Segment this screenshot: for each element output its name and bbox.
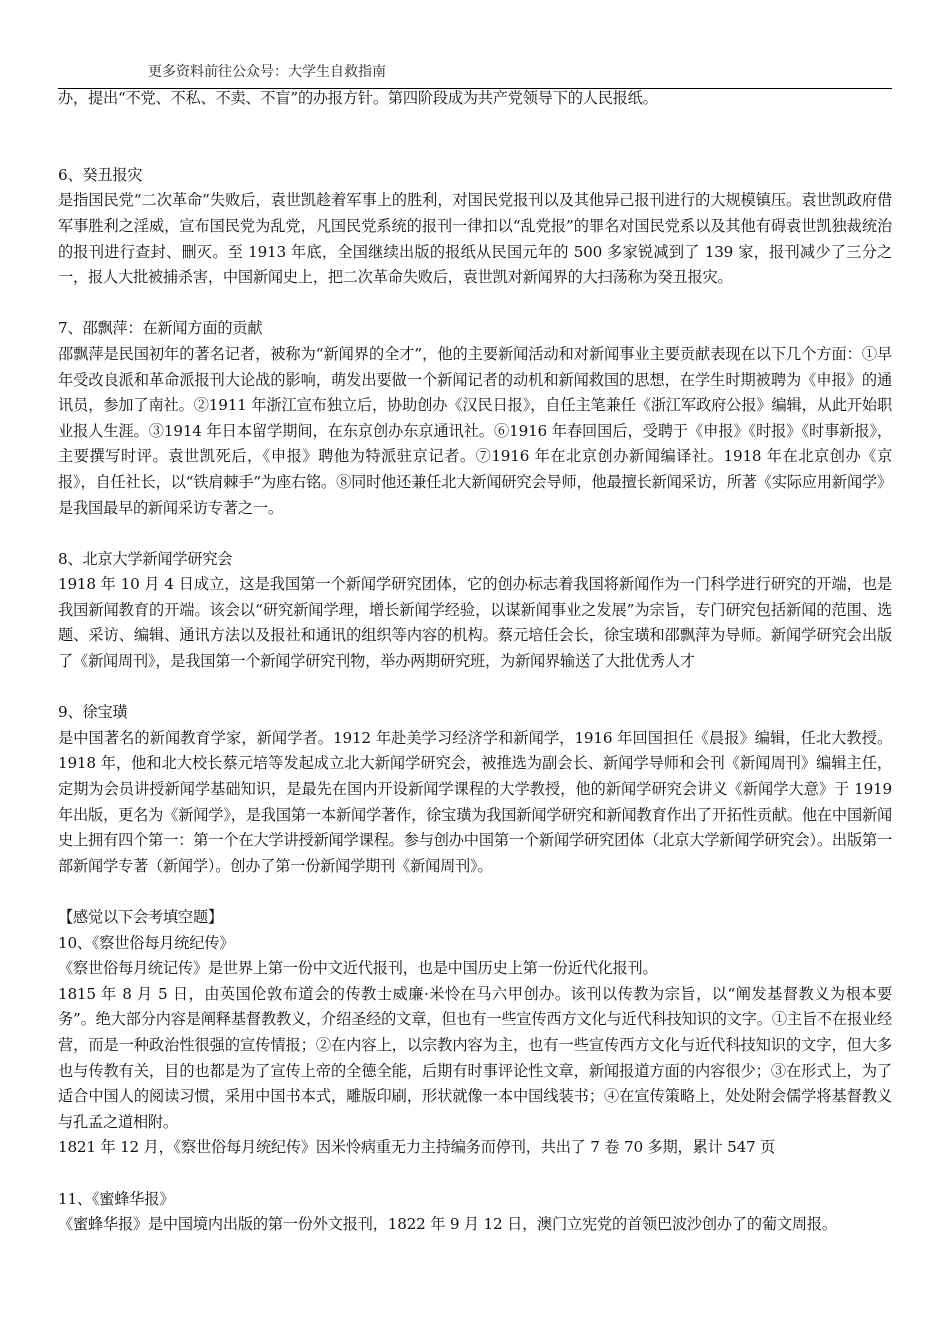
section-6-body: 是指国民党“二次革命”失败后，袁世凯趁着军事上的胜利，对国民党报刊以及其他异己报刊进行的大规模镇压。袁世凯政府借军事胜利之淫威，宣布国民党为乱党，凡国民党系统的报刊一律扣以“乱党报”的罪名对国民党系以及其他有碍袁世凯独裁统治的报刊进行查封、刪灭。至 1913 年底，全国继续出版的报纸从民国元年的 500 多家锐减到了 139 家，报刊减少了三分之一，报人大批被捕杀害，中国新闻史上，把二次革命失败后，袁世凯对新闻界的大扫荡称为癸丑报灾。: [58, 191, 892, 287]
section-10-line-3: 1821 年 12 月，《察世俗每月统纪传》因米怜病重无力主持编务而停刊，共出了 7 卷 70 多期，累计 547 页: [58, 1138, 776, 1157]
spacer: [58, 1161, 892, 1187]
spacer: [58, 291, 892, 317]
section-11-body: 《蜜蜂华报》是中国境内出版的第一份外文报刊，1822 年 9 月 12 日，澳门立宪党的首领巴波沙创办了的葡文周报。: [58, 1215, 837, 1234]
spacer: [58, 112, 892, 163]
section-7-body: 邵飘萍是民国初年的著名记者，被称为“新闻界的全才”，他的主要新闻活动和对新闻事业主要贡献表现在以下几个方面：①早年受改良派和革命派报刊大论战的影响，萌发出要做一个新闻记者的动机和新闻救国的思想，在学生时期被聘为《申报》的通讯员，参加了南社。②1911 年浙江宣布独立后，协助创办《汉民日报》，自任主笔兼任《浙江军政府公报》编辑，从此开始职业报人生涯。③1914 年日本留学期间，在东京创办东京通讯社。⑥1916 年春回国后，受聘于《申报》《时报》《时事新报》，主要撰写时评。袁世凯死后，《申报》聘他为特派驻京记者。⑦1916 年在北京创办新闻编译社。1918 年在北京创办《京报》，自任社长，以“铁肩棘手”为座右铭。⑧同时他还兼任北大新闻研究会导师，他最擅长新闻采访，所著《实际应用新闻学》是我国最早的新闻采访专著之一。: [58, 344, 892, 517]
section-9-title: 9、徐宝璜: [58, 703, 128, 722]
section-10-title: 10、《察世俗每月统纪传》: [58, 933, 235, 952]
section-9-body: 是中国著名的新闻教育学家，新闻学者。1912 年赴美学习经济学和新闻学，1916 年回国担任《晨报》编辑，任北大教授。1918 年，他和北大校长蔡元培等发起成立北大新闻学研究会，被推选为副会长、新闻学导师和会刊《新闻周刊》编辑主任，定期为会员讲授新闻学基础知识，是最先在国内开设新闻学课程的大学教授，他的新闻学研究会讲义《新闻学大意》于 1919 年出版，更名为《新闻学》，是我国第一本新闻学著作，徐宝璜为我国新闻学研究和新闻教育作出了开拓性贡献。他在中国新闻史上拥有四个第一：第一个在大学讲授新闻学课程。参与创办中国第一个新闻学研究团体（北京大学新闻学研究会）。出版第一部新闻学专著（新闻学）。创办了第一份新闻学期刊《新闻周刊》。: [58, 728, 892, 875]
section-8-title: 8、北京大学新闻学研究会: [58, 549, 233, 568]
section-10-line-1: 《察世俗每月统记传》是世界上第一份中文近代报刊，也是中国历史上第一份近代化报刊。: [58, 959, 658, 978]
section-7-title: 7、邵飘萍：在新闻方面的贡献: [58, 319, 263, 338]
intro-paragraph: 办，提出“不党、不私、不卖、不盲”的办报方针。第四阶段成为共产党领导下的人民报纸。: [58, 89, 658, 107]
spacer: [58, 675, 892, 701]
document-body: [58, 86, 892, 1238]
section-10-line-2: 1815 年 8 月 5 日，由英国伦敦布道会的传教士威廉·米怜在马六甲创办。该刊以传教为宗旨，以“阐发基督教义为根本要务”。绝大部分内容是阐释基督教教义，介绍圣经的文章，但也有一些宣传西方文化与近代科技知识的文字。①主旨不在报业经营，而是一种政治性很强的宣传情报；②在内容上，以宗教内容为主，也有一些宣传西方文化与近代科技知识的文字，但大多也与传教有关，目的也都是为了宣传上帝的全德全能，后期有时事评论性文章，新闻报道方面的内容很少；③在形式上，为了适合中国人的阅读习惯，采用中国书本式，雕版印刷，形状就像一本中国线装书；④在宣传策略上，处处附会儒学将基督教义与孔孟之道相附。: [58, 984, 892, 1131]
section-11-title: 11、《蜜蜂华报》: [58, 1189, 175, 1208]
fill-in-note: 【感觉以下会考填空题】: [58, 908, 223, 926]
spacer: [58, 879, 892, 905]
page-header: 更多资料前往公众号：大学生自救指南: [148, 64, 386, 80]
section-8-body: 1918 年 10 月 4 日成立，这是我国第一个新闻学研究团体，它的创办标志着我国将新闻作为一门科学进行研究的开端，也是我国新闻教育的开端。该会以“研究新闻学理，增长新闻学经验，以谋新闻事业之发展”为宗旨，专门研究包括新闻的范围、选题、采访、编辑、通讯方法以及报社和通讯的组织等内容的机构。蔡元培任会长，徐宝璜和邵飘萍为导师。新闻学研究会出版了《新闻周刊》，是我国第一个新闻学研究刊物，举办两期研究班，为新闻界输送了大批优秀人才: [58, 575, 892, 671]
spacer: [58, 521, 892, 547]
section-6-title: 6、癸丑报灾: [58, 165, 143, 184]
